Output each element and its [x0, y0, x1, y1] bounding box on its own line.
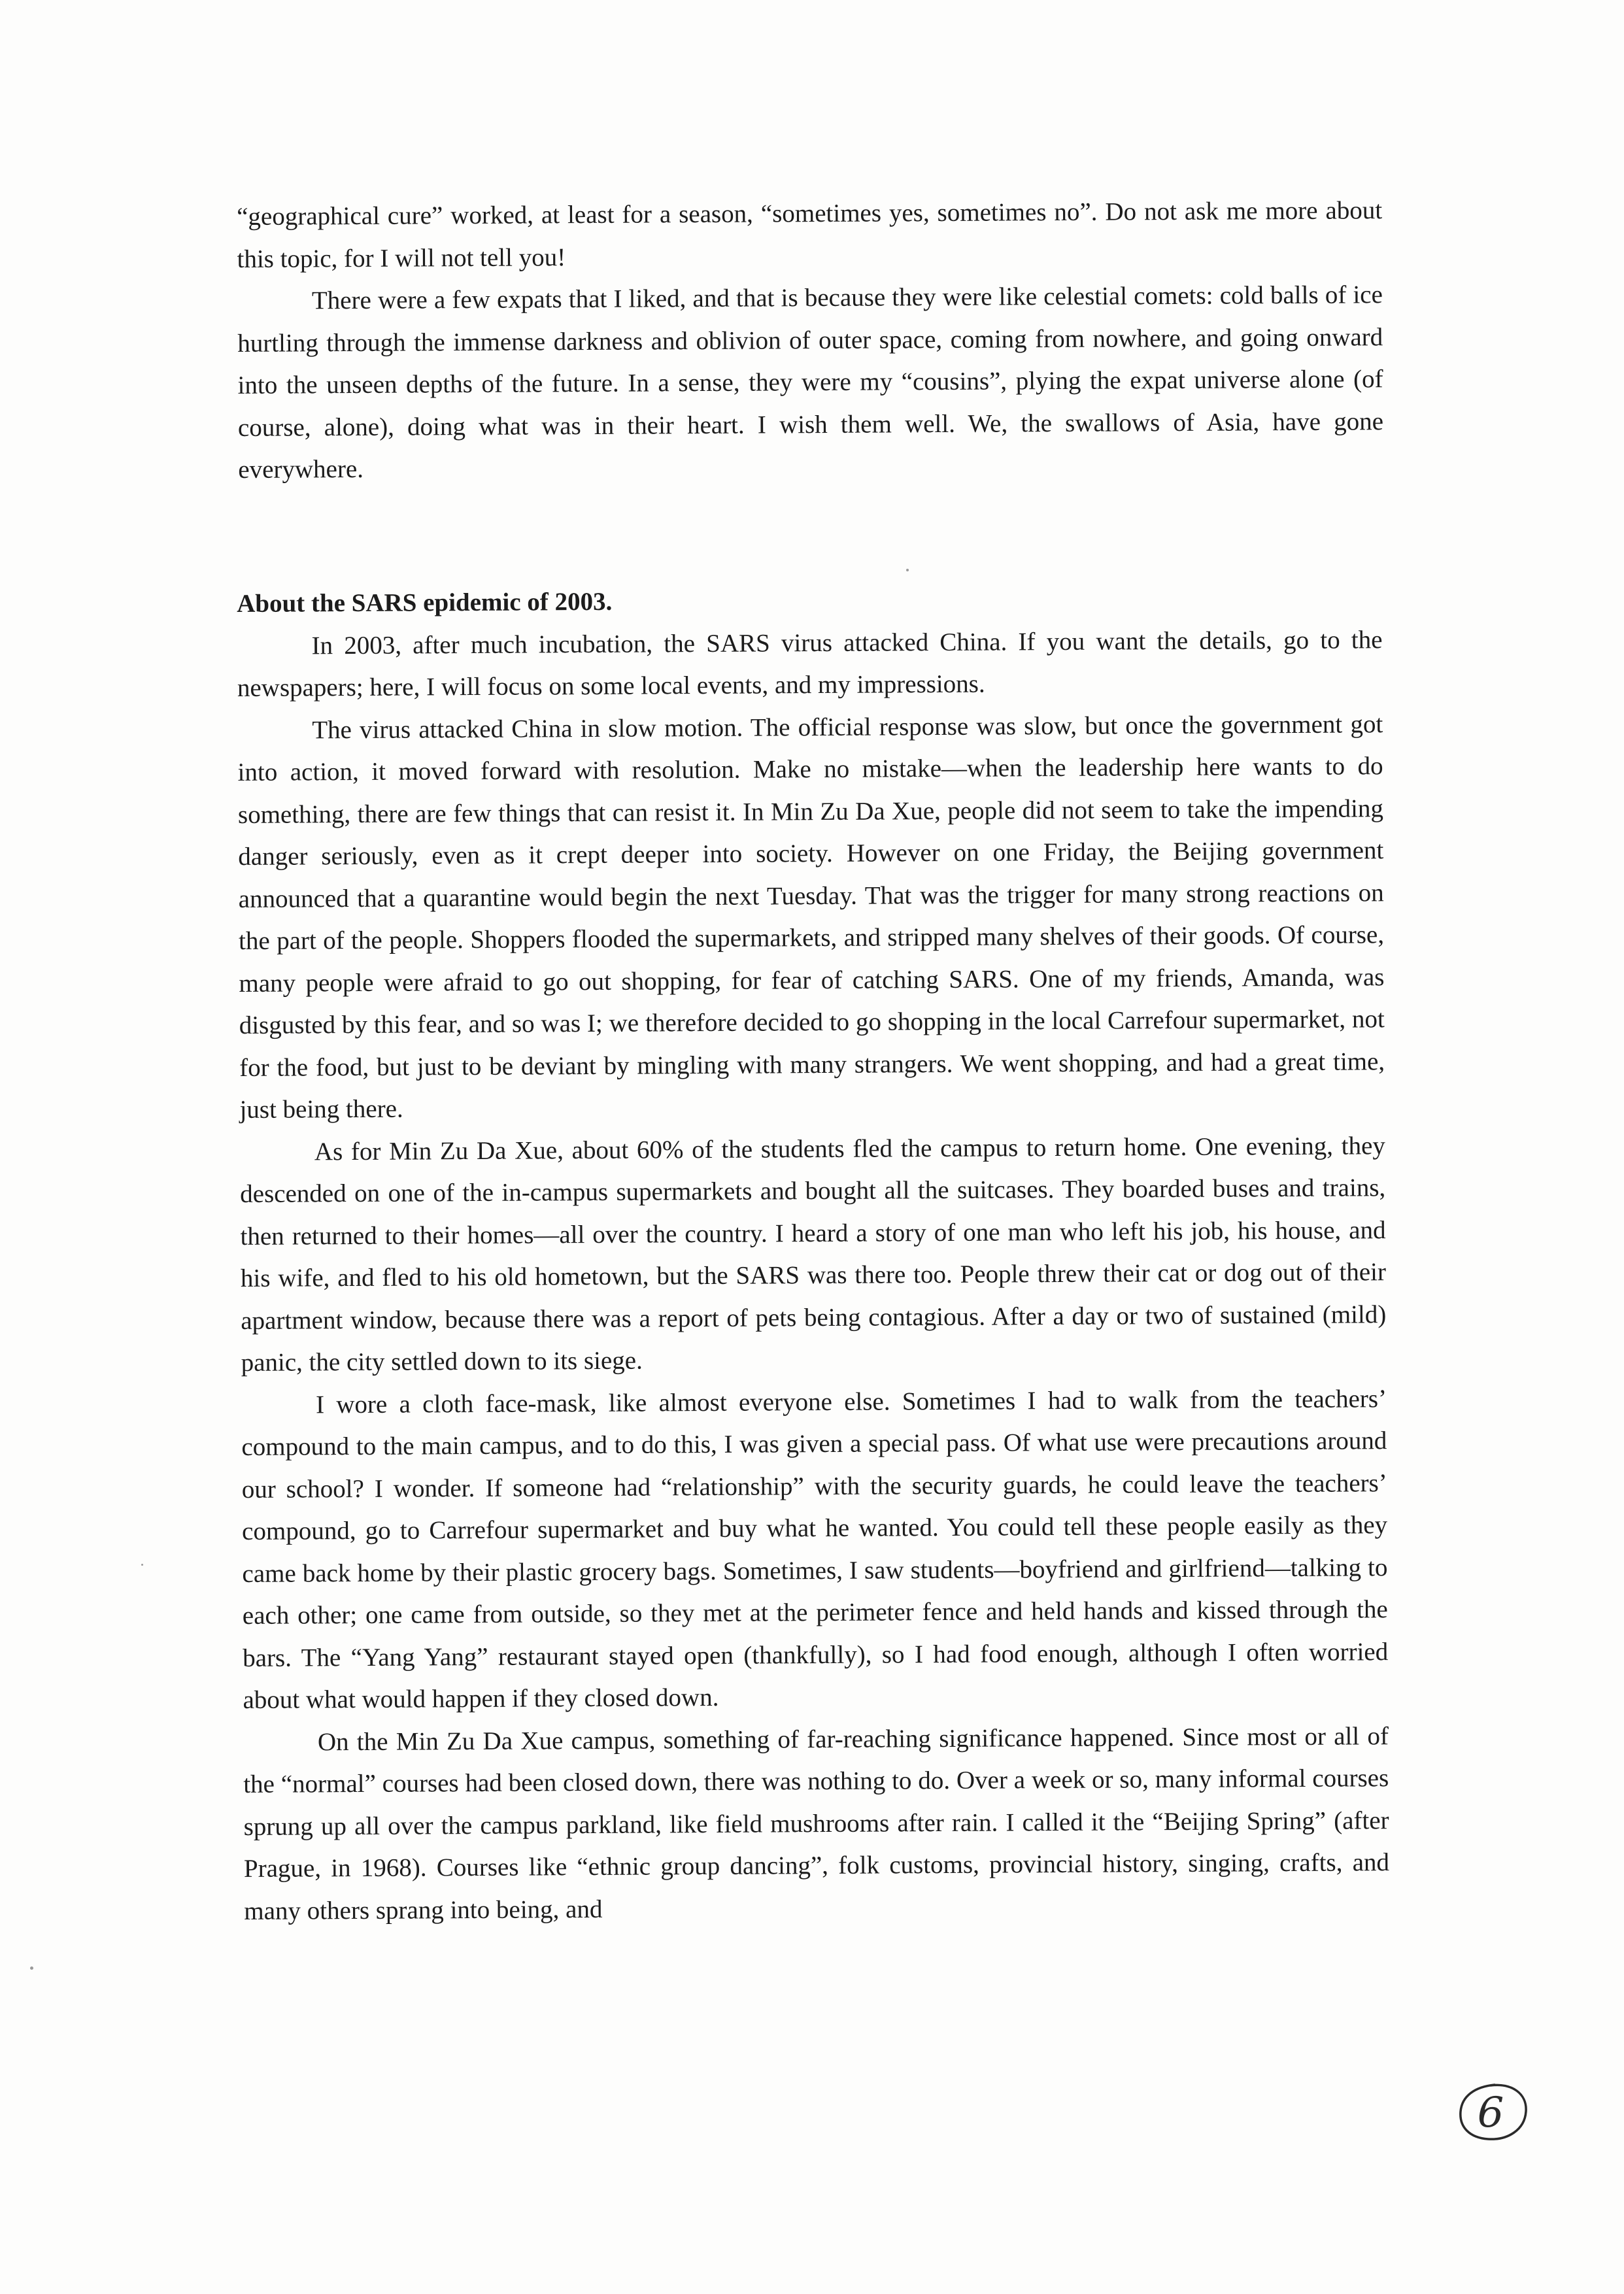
paragraph-expats-comets: There were a few expats that I liked, and that is because they were like celestial comets: cold balls of ice hurtling through the immense darkness and oblivion of outer space, coming from nowhere, and going onward into the unseen depths of the future. In a sense, they were my “cousins”, plying the expat universe alone (of course, alone), doing what was in their heart. I wish them well. We, the swallows of Asia, have gone everywhere.	[237, 280, 1384, 484]
intro-text-block	[237, 190, 1383, 491]
paragraph-students-fled: As for Min Zu Da Xue, about 60% of the students fled the campus to return home. One evening, they descended on one of the in-campus supermarkets and bought all the suitcases. They boarded buses and trains, then returned to their homes—all over the country. I heard a story of one man who left his job, his house, and his wife, and fled to his old hometown, but the SARS was there too. People threw their cat or dog out of their apartment window, because there was a report of pets being contagious. After a day or two of sustained (mild) panic, the city settled down to its siege.	[240, 1131, 1387, 1377]
paragraph-sars-intro: In 2003, after much incubation, the SARS virus attacked China. If you want the details, go to the newspapers; here, I will focus on some local events, and my impressions.	[237, 625, 1383, 702]
paragraph-beijing-spring: On the Min Zu Da Xue campus, something of far-reaching significance happened. Since most or all of the “normal” courses had been closed down, there was nothing to do. Over a week or so, many informal courses sprung up all over the campus parkland, like field mushrooms after rain. I called it the “Beijing Spring” (after Prague, in 1968). Courses like “ethnic group dancing”, folk customs, provincial history, singing, crafts, and many others sprang into being, and	[243, 1721, 1390, 1925]
paragraph-face-mask: I wore a cloth face-mask, like almost everyone else. Sometimes I had to walk from the teachers’ compound to the main campus, and to do this, I was given a special pass. Of what use were precautions around our school? I wonder. If someone had “relationship” with the security guards, he could leave the teachers’ compound, go to Carrefour supermarket and buy what he wanted. You could tell these people easily as they came back home by their plastic grocery bags. Sometimes, I saw students—boyfriend and girlfriend—talking to each other; one came from outside, so they met at the perimeter fence and held hands and kissed through the bars. The “Yang Yang” restaurant stayed open (thankfully), so I had food enough, although I often worried about what would happen if they closed down.	[241, 1384, 1389, 1714]
handwritten-page-number	[1457, 2082, 1530, 2143]
page-number-label: 6	[1477, 2089, 1504, 2137]
paragraph-continuation: “geographical cure” worked, at least for a season, “sometimes yes, sometimes no”. Do not ask me more about this topic, for I will not tell you!	[237, 196, 1383, 273]
scan-speck	[141, 1564, 143, 1566]
paragraph-slow-motion: The virus attacked China in slow motion. The official response was slow, but once the government got into action, it moved forward with resolution. Make no mistake—when the leadership here wants to do something, there are few things that can resist it. In Min Zu Da Xue, people did not seem to take the impending danger seriously, even as it crept deeper into society. However on one Friday, the Beijing government announced that a quarantine would begin the next Tuesday. That was the trigger for many strong reactions on the part of the people. Shoppers flooded the supermarkets, and stripped many shelves of their goods. Of course, many people were afraid to go out shopping, for fear of catching SARS. One of my friends, Amanda, was disgusted by this fear, and so was I; we therefore decided to go shopping in the local Carrefour supermarket, not for the food, but just to be deviant by mingling with many strangers. We went shopping, and had a great time, just being there.	[237, 709, 1385, 1124]
scan-speck	[30, 1966, 33, 1970]
sars-section	[237, 577, 1390, 1932]
section-heading: About the SARS epidemic of 2003.	[237, 587, 613, 618]
scan-speck	[906, 569, 909, 571]
